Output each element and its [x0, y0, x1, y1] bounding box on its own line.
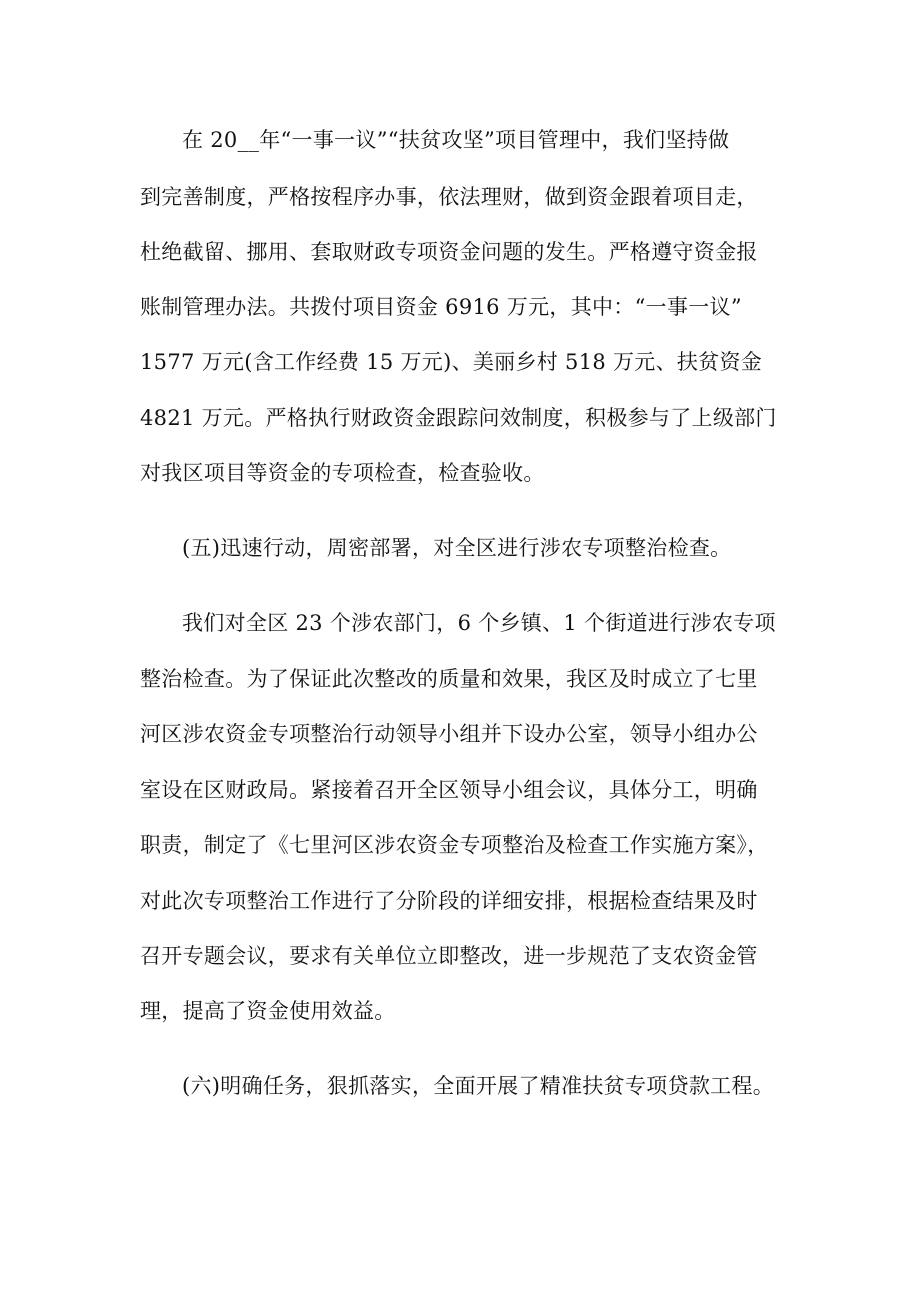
paragraph-2-line-5: 职责，制定了《七里河区涉农资金专项整治及检查工作实施方案》， — [140, 833, 769, 857]
paragraph-2-line-7: 召开专题会议，要求有关单位立即整改，进一步规范了支农资金管 — [140, 944, 758, 968]
paragraph-1-line-3: 杜绝截留、挪用、套取财政专项资金问题的发生。严格遵守资金报 — [140, 240, 758, 264]
section-heading-6: (六)明确任务，狠抓落实，全面开展了精准扶贫专项贷款工程。 — [182, 1074, 775, 1098]
paragraph-1-line-2: 到完善制度，严格按程序办事，依法理财，做到资金跟着项目走， — [140, 185, 758, 209]
paragraph-2-line-2: 整治检查。为了保证此次整改的质量和效果，我区及时成立了七里 — [140, 667, 758, 691]
paragraph-2-line-8: 理，提高了资金使用效益。 — [140, 999, 396, 1023]
paragraph-1-line-1: 在 20__年“一事一议”“扶贫攻坚”项目管理中，我们坚持做 — [182, 128, 730, 152]
paragraph-1-line-6: 4821 万元。严格执行财政资金跟踪问效制度，积极参与了上级部门 — [140, 406, 777, 430]
paragraph-2-line-4: 室设在区财政局。紧接着召开全区领导小组会议，具体分工，明确 — [140, 778, 758, 802]
section-heading-5: (五)迅速行动，周密部署，对全区进行涉农专项整治检查。 — [182, 536, 732, 560]
paragraph-2-line-6: 对此次专项整治工作进行了分阶段的详细安排，根据检查结果及时 — [140, 889, 758, 913]
paragraph-2-line-3: 河区涉农资金专项整治行动领导小组并下设办公室，领导小组办公 — [140, 722, 758, 746]
paragraph-1-line-4: 账制管理办法。共拨付项目资金 6916 万元，其中：“一事一议” — [140, 295, 742, 319]
paragraph-1-line-7: 对我区项目等资金的专项检查，检查验收。 — [140, 461, 545, 485]
paragraph-1-line-5: 1577 万元(含工作经费 15 万元)、美丽乡村 518 万元、扶贫资金 — [140, 350, 763, 374]
paragraph-2-line-1: 我们对全区 23 个涉农部门，6 个乡镇、1 个街道进行涉农专项 — [182, 611, 776, 635]
